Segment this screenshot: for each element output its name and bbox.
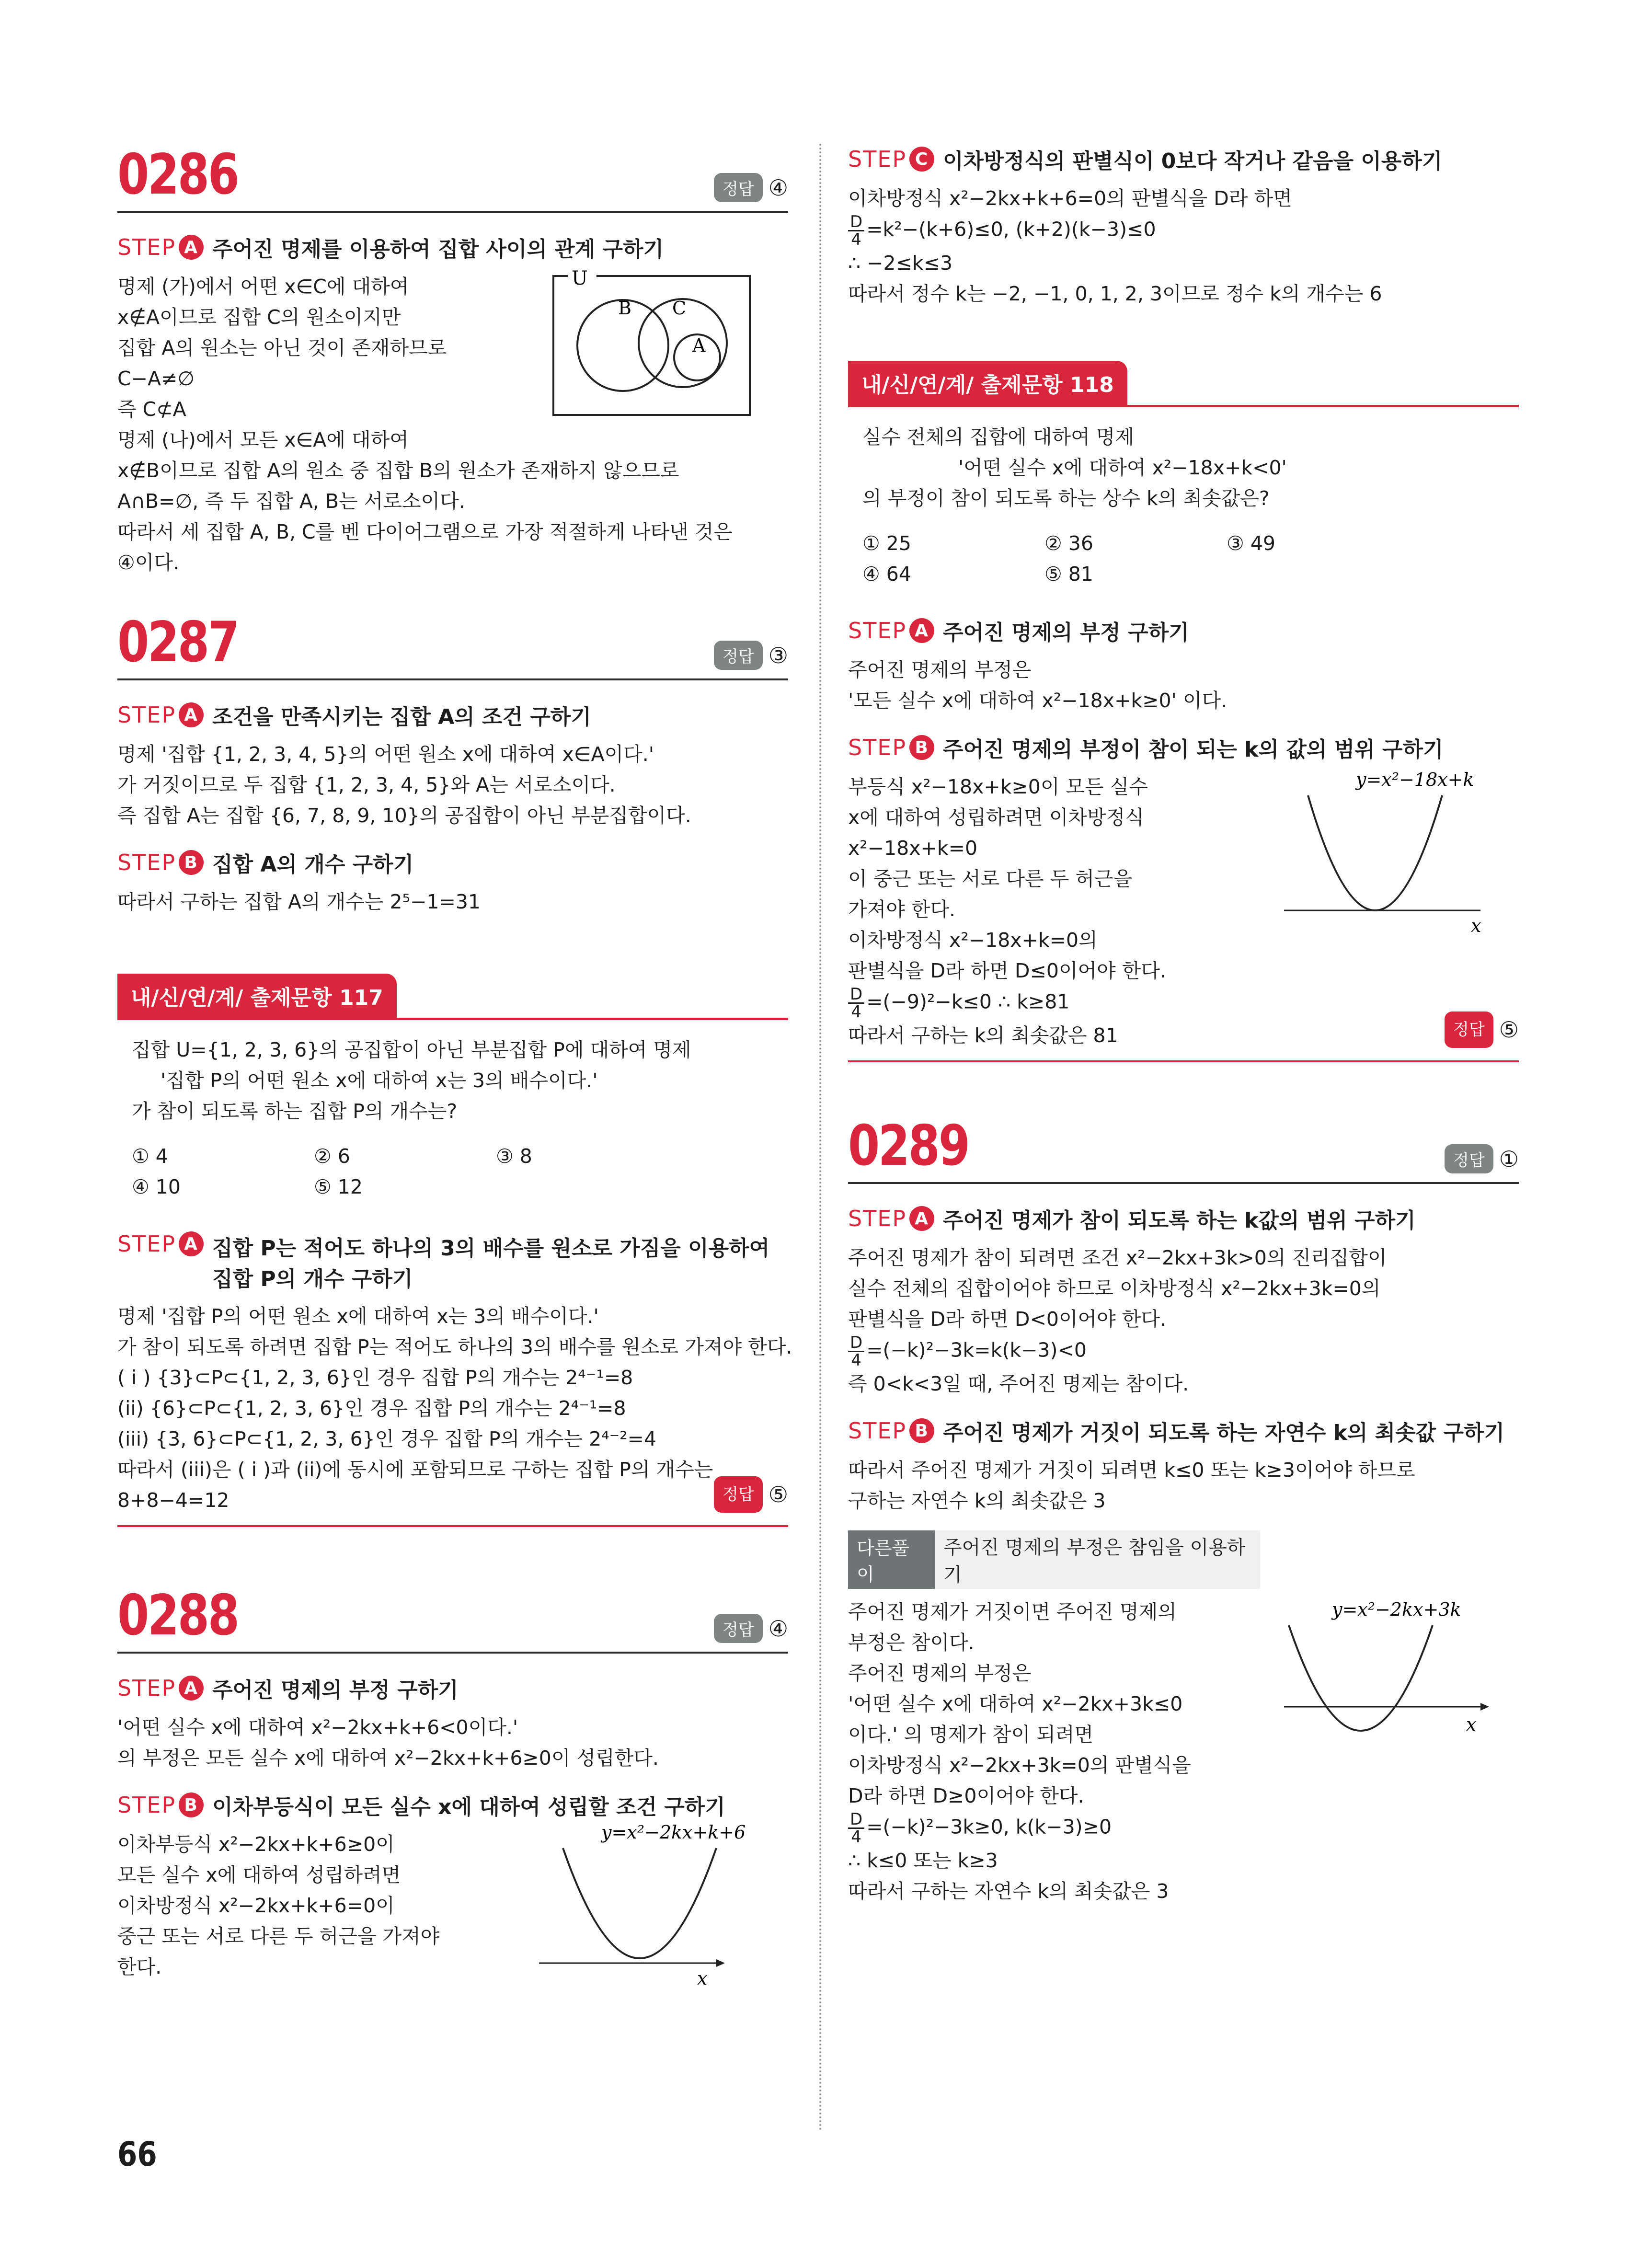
step-label: STEP A xyxy=(848,1206,934,1231)
text-line: 실수 전체의 집합이어야 하므로 이차방정식 x²−2kx+3k=0의 xyxy=(848,1277,1381,1300)
question-line: 집합 U={1, 2, 3, 6}의 공집합이 아닌 부분집합 P에 대하여 명제 xyxy=(132,1038,691,1061)
step-title-continued: 집합 P의 개수 구하기 xyxy=(212,1267,413,1291)
step-title: 주어진 명제가 참이 되도록 하는 k값의 범위 구하기 xyxy=(943,1208,1416,1233)
step-label: STEP A xyxy=(117,234,204,260)
answer-value: ③ xyxy=(768,642,788,668)
choice: ⑤ 81 xyxy=(1044,563,1093,586)
problem-number: 0287 xyxy=(117,610,238,675)
text-line: 따라서 세 집합 A, B, C를 벤 다이어그램으로 가장 적절하게 나타낸 것은 xyxy=(117,520,733,543)
problem-number: 0289 xyxy=(848,1114,969,1178)
answer xyxy=(1445,1011,1519,1048)
text-line: 즉 C⊄A xyxy=(117,398,186,421)
step-title: 주어진 명제의 부정이 참이 되는 k의 값의 범위 구하기 xyxy=(943,737,1444,762)
text-line: 중근 또는 서로 다른 두 허근을 가져야 xyxy=(117,1925,440,1948)
text-line: 따라서 정수 k는 −2, −1, 0, 1, 2, 3이므로 정수 k의 개수는 6 xyxy=(848,282,1382,305)
step-title: 주어진 명제의 부정 구하기 xyxy=(943,621,1189,645)
column-divider xyxy=(819,144,821,2132)
text-line: 명제 (가)에서 어떤 x∈C에 대하여 xyxy=(117,275,409,298)
step-label: STEP A xyxy=(848,618,934,644)
step-label: STEP B xyxy=(117,1792,204,1818)
answer-value: ⑤ xyxy=(1499,1017,1519,1043)
text-line: 이다.' 의 명제가 참이 되려면 xyxy=(848,1723,1094,1746)
step-label: STEP B xyxy=(117,850,204,875)
fraction: $\frac{D}{4}$ xyxy=(848,1811,864,1845)
linked-problem-body xyxy=(117,1020,788,1212)
text-line: 이 중근 또는 서로 다른 두 허근을 xyxy=(848,867,1133,890)
step-label: STEP C xyxy=(848,146,934,172)
step-title: 집합 A의 개수 구하기 xyxy=(212,852,414,877)
text-line: C−A≠∅ xyxy=(117,367,195,390)
problem-header xyxy=(117,1580,788,1654)
step-b xyxy=(117,1790,788,1820)
answer-value: ④ xyxy=(768,174,788,201)
text-line: (iii) {3, 6}⊂P⊂{1, 2, 3, 6}인 경우 집합 P의 개수는 2⁴⁻²=4 xyxy=(117,1427,657,1450)
step-label: STEP A xyxy=(117,702,204,728)
fraction: $\frac{D}{4}$ xyxy=(848,986,864,1020)
step-title: 주어진 명제를 이용하여 집합 사이의 관계 구하기 xyxy=(212,237,664,262)
text-line: 부등식 x²−18x+k≥0이 모든 실수 xyxy=(848,775,1148,798)
step-a xyxy=(117,1673,788,1703)
text-line: 판별식을 D라 하면 D≤0이어야 한다. xyxy=(848,959,1167,982)
text-line: 모든 실수 x에 대하여 성립하려면 xyxy=(117,1863,401,1886)
text-line: x²−18x+k=0 xyxy=(848,837,978,860)
question-line: 실수 전체의 집합에 대하여 명제 xyxy=(862,425,1135,448)
step-label: STEP A xyxy=(117,1231,204,1257)
venn-label-u: U xyxy=(572,267,588,289)
parabola-graph xyxy=(1279,767,1519,949)
section-rule xyxy=(848,1060,1519,1062)
step-a xyxy=(848,615,1519,646)
step-title: 이차방정식의 판별식이 0보다 작거나 같음을 이용하기 xyxy=(943,149,1443,173)
text-line: 즉 0<k<3일 때, 주어진 명제는 참이다. xyxy=(848,1372,1189,1395)
text-line-final xyxy=(848,1017,1519,1051)
text-line: ∴ −2≤k≤3 xyxy=(848,252,953,275)
text-line: 8+8−4=12 xyxy=(117,1489,229,1512)
text-line: 이차방정식 x²−2kx+3k=0의 판별식을 xyxy=(848,1754,1191,1777)
choice: ③ 49 xyxy=(1227,532,1275,555)
choice: ② 6 xyxy=(314,1145,350,1168)
choice: ④ 64 xyxy=(862,563,911,586)
question-line: '어떤 실수 x에 대하여 x²−18x+k<0' xyxy=(958,456,1287,479)
section-rule xyxy=(117,1525,788,1527)
linked-problem-118 xyxy=(848,362,1519,1062)
step-a xyxy=(117,1231,788,1292)
linked-problem-body xyxy=(848,407,1519,599)
answer xyxy=(714,173,788,202)
choices xyxy=(132,1141,774,1202)
text-line: 따라서 구하는 자연수 k의 최솟값은 3 xyxy=(848,1880,1169,1903)
choice: ③ 8 xyxy=(496,1145,532,1168)
graph-equation: y=x²−2kx+3k xyxy=(1332,1599,1461,1620)
linked-problem-header xyxy=(848,362,1519,407)
text-line: 명제 '집합 P의 어떤 원소 x에 대하여 x는 3의 배수이다.' xyxy=(117,1305,599,1328)
text-line: 이차부등식 x²−2kx+k+6≥0이 xyxy=(117,1833,395,1856)
text-line: 따라서 주어진 명제가 거짓이 되려면 k≤0 또는 k≥3이어야 하므로 xyxy=(848,1459,1415,1482)
text-line: ④이다. xyxy=(117,551,180,574)
venn-label-a: A xyxy=(692,335,706,356)
text-line: 따라서 구하는 집합 A의 개수는 2⁵−1=31 xyxy=(117,890,481,913)
question-line: 의 부정이 참이 되도록 하는 상수 k의 최솟값은? xyxy=(862,487,1270,510)
text-line: 즉 집합 A는 집합 {6, 7, 8, 9, 10}의 공집합이 아닌 부분집합이다. xyxy=(117,804,691,827)
problem-header xyxy=(117,139,788,213)
text-line-frac xyxy=(848,214,1519,248)
step-a xyxy=(848,1203,1519,1234)
alternative-solution-tag: 다른풀이 xyxy=(848,1530,935,1589)
answer-value: ① xyxy=(1499,1146,1519,1172)
answer-badge: 정답 xyxy=(714,1614,763,1643)
text-line: 따라서 (iii)은 ( i )과 (ii)에 동시에 포함되므로 구하는 집합 P의 개수는 xyxy=(117,1458,713,1481)
step-label: STEP B xyxy=(848,735,934,760)
text-line: x∉A이므로 집합 C의 원소이지만 xyxy=(117,306,401,329)
text-line-frac xyxy=(848,1811,1519,1845)
text-line: 명제 '집합 {1, 2, 3, 4, 5}의 어떤 원소 x에 대하여 x∈A이다.' xyxy=(117,743,654,766)
text-line-frac xyxy=(848,986,1519,1020)
step-title: 주어진 명제의 부정 구하기 xyxy=(212,1678,459,1702)
problem-header xyxy=(848,1110,1519,1184)
step-a xyxy=(117,232,788,263)
text-line: 부정은 참이다. xyxy=(848,1631,975,1654)
text-line: 명제 (나)에서 모든 x∈A에 대하여 xyxy=(117,428,409,451)
text-line-final xyxy=(117,1482,788,1516)
graph-equation: y=x²−2kx+k+6 xyxy=(601,1822,746,1843)
text-line: '어떤 실수 x에 대하여 x²−2kx+3k≤0 xyxy=(848,1692,1183,1715)
axis-label: x xyxy=(697,1968,708,1989)
text-line: 따라서 구하는 k의 최솟값은 81 xyxy=(848,1024,1118,1047)
answer-badge: 정답 xyxy=(1445,1011,1493,1048)
step-label: STEP B xyxy=(848,1418,934,1444)
axis-label: x xyxy=(1466,1714,1477,1735)
text-line-frac xyxy=(848,1334,1519,1368)
problem-number: 0286 xyxy=(117,142,238,207)
step-title: 집합 P는 적어도 하나의 3의 배수를 원소로 가짐을 이용하여 xyxy=(212,1236,770,1261)
axis-label: x xyxy=(1471,915,1481,936)
choice: ① 25 xyxy=(862,532,911,555)
step-title-block xyxy=(212,1231,769,1292)
problem-0288-continued xyxy=(848,144,1519,309)
problem-0287 xyxy=(117,607,788,917)
text-line: ∴ k≤0 또는 k≥3 xyxy=(848,1849,998,1872)
step-b xyxy=(848,1415,1519,1446)
choice: ⑤ 12 xyxy=(314,1175,363,1198)
problem-0288 xyxy=(117,1580,788,1989)
text-line: =(−k)²−3k≥0, k(k−3)≥0 xyxy=(866,1815,1112,1839)
text-line: x∉B이므로 집합 A의 원소 중 집합 B의 원소가 존재하지 않으므로 xyxy=(117,459,679,482)
linked-problem-tag: 내/신/연/계/ 출제문항 117 xyxy=(117,974,397,1018)
text-line: A∩B=∅, 즉 두 집합 A, B는 서로소이다. xyxy=(117,490,465,513)
left-column xyxy=(117,139,792,1989)
text-line: 가 참이 되도록 하려면 집합 P는 적어도 하나의 3의 배수를 원소로 가져야 한다. xyxy=(117,1335,792,1358)
alternative-solution-header xyxy=(848,1530,1260,1589)
choice: ④ 10 xyxy=(132,1175,181,1198)
question-line: '집합 P의 어떤 원소 x에 대하여 x는 3의 배수이다.' xyxy=(161,1069,598,1092)
answer-badge: 정답 xyxy=(714,641,763,670)
fraction: $\frac{D}{4}$ xyxy=(848,214,864,248)
venn-label-b: B xyxy=(618,298,631,319)
text-line: 집합 A의 원소는 아닌 것이 존재하므로 xyxy=(117,336,447,359)
text-line: (ii) {6}⊂P⊂{1, 2, 3, 6}인 경우 집합 P의 개수는 2⁴⁻¹=8 xyxy=(117,1397,626,1420)
text-line: ( i ) {3}⊂P⊂{1, 2, 3, 6}인 경우 집합 P의 개수는 2⁴⁻¹=8 xyxy=(117,1366,633,1389)
text-line: 주어진 명제가 참이 되려면 조건 x²−2kx+3k>0의 진리집합이 xyxy=(848,1246,1387,1269)
alternative-solution-title: 주어진 명제의 부정은 참임을 이용하기 xyxy=(943,1537,1246,1586)
answer xyxy=(1445,1144,1519,1173)
text-line: 판별식을 D라 하면 D<0이어야 한다. xyxy=(848,1308,1167,1331)
problem-header xyxy=(117,607,788,680)
step-b xyxy=(117,847,788,878)
step-a xyxy=(117,700,788,730)
problem-0289 xyxy=(848,1110,1519,1907)
choice: ① 4 xyxy=(132,1145,168,1168)
question-line: 가 참이 되도록 하는 집합 P의 개수는? xyxy=(132,1100,458,1123)
text-line: 가져야 한다. xyxy=(848,898,956,921)
linked-problem-tag: 내/신/연/계/ 출제문항 118 xyxy=(848,361,1127,405)
linked-problem-117 xyxy=(117,975,792,1527)
answer-value: ④ xyxy=(768,1615,788,1642)
text-line: 이차방정식 x²−2kx+k+6=0이 xyxy=(117,1894,395,1917)
fraction: $\frac{D}{4}$ xyxy=(848,1334,864,1368)
text-line: '어떤 실수 x에 대하여 x²−2kx+k+6<0이다.' xyxy=(117,1716,518,1739)
step-title: 주어진 명제가 거짓이 되도록 하는 자연수 k의 최솟값 구하기 xyxy=(943,1421,1505,1445)
text-line: =(−k)²−3k=k(k−3)<0 xyxy=(866,1338,1087,1362)
text-line: 이차방정식 x²−18x+k=0의 xyxy=(848,929,1098,952)
text-line: =(−9)²−k≤0 ∴ k≥81 xyxy=(866,990,1070,1013)
text-line: 주어진 명제가 거짓이면 주어진 명제의 xyxy=(848,1600,1177,1623)
step-title: 이차부등식이 모든 실수 x에 대하여 성립할 조건 구하기 xyxy=(212,1795,725,1819)
text-line: 주어진 명제의 부정은 xyxy=(848,658,1032,681)
problem-0286 xyxy=(117,139,788,578)
text-line: 이차방정식 x²−2kx+k+6=0의 판별식을 D라 하면 xyxy=(848,187,1292,210)
text-line: 주어진 명제의 부정은 xyxy=(848,1662,1032,1685)
venn-label-c: C xyxy=(672,298,687,319)
right-column xyxy=(848,144,1519,1907)
problem-number: 0288 xyxy=(117,1583,238,1648)
linked-problem-header xyxy=(117,975,788,1020)
step-b xyxy=(848,732,1519,763)
answer-badge: 정답 xyxy=(714,173,763,202)
text-line: '모든 실수 x에 대하여 x²−18x+k≥0' 이다. xyxy=(848,689,1228,712)
text-line: =k²−(k+6)≤0, (k+2)(k−3)≤0 xyxy=(866,218,1156,241)
text-line: 구하는 자연수 k의 최솟값은 3 xyxy=(848,1489,1106,1512)
text-line: x에 대하여 성립하려면 이차방정식 xyxy=(848,806,1144,829)
choice: ② 36 xyxy=(1044,532,1093,555)
text-line: D라 하면 D≥0이어야 한다. xyxy=(848,1784,1084,1807)
text-line: 한다. xyxy=(117,1955,162,1978)
answer-badge: 정답 xyxy=(714,1476,763,1513)
parabola-graph xyxy=(534,1819,783,1992)
page-number: 66 xyxy=(117,2135,157,2174)
answer xyxy=(714,1476,788,1513)
answer xyxy=(714,641,788,670)
step-c xyxy=(848,144,1519,174)
answer-badge: 정답 xyxy=(1445,1144,1493,1173)
venn-diagram xyxy=(549,266,755,420)
answer xyxy=(714,1614,788,1643)
step-label: STEP A xyxy=(117,1675,204,1701)
parabola-graph xyxy=(1279,1597,1519,1755)
choices xyxy=(862,528,1504,589)
answer-value: ⑤ xyxy=(768,1482,788,1507)
step-title: 조건을 만족시키는 집합 A의 조건 구하기 xyxy=(212,705,591,729)
text-line: 의 부정은 모든 실수 x에 대하여 x²−2kx+k+6≥0이 성립한다. xyxy=(117,1747,659,1770)
graph-equation: y=x²−18x+k xyxy=(1356,769,1474,790)
text-line: 가 거짓이므로 두 집합 {1, 2, 3, 4, 5}와 A는 서로소이다. xyxy=(117,773,616,796)
